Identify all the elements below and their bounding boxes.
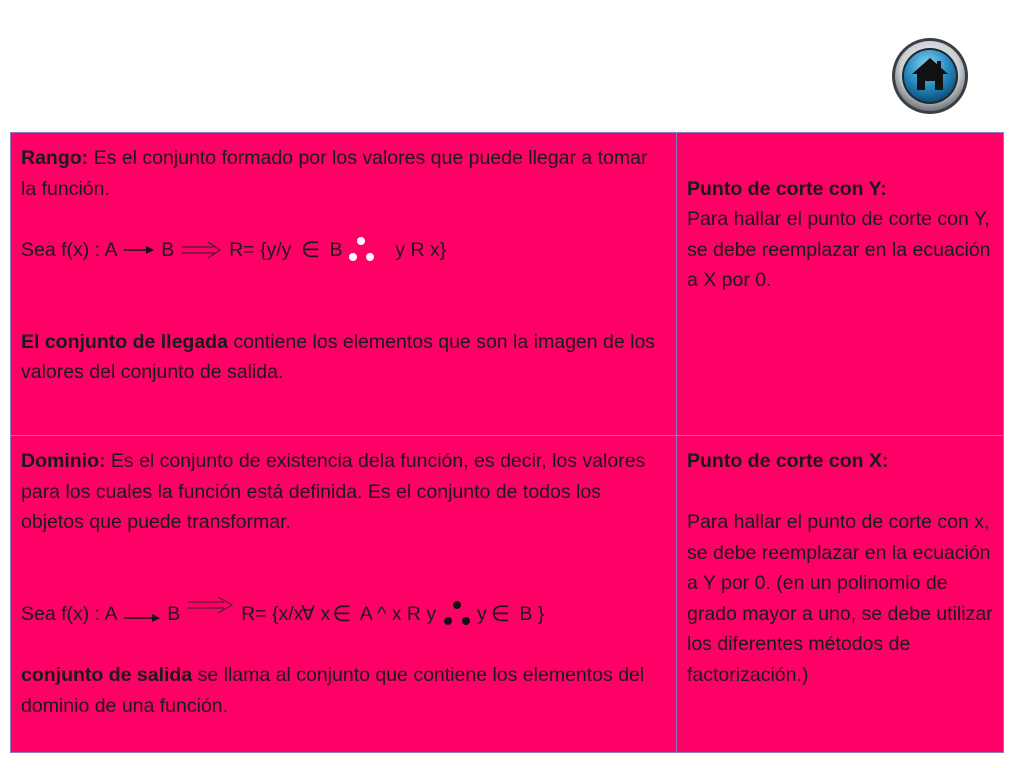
rango-cell (11, 133, 677, 436)
arrow-icon (122, 244, 156, 256)
home-button[interactable] (890, 36, 970, 116)
corte-x-title: Punto de corte con X: (687, 450, 889, 472)
element-of-icon: ∈ (300, 237, 321, 263)
table-row (11, 133, 1004, 436)
corte-y-text: Para hallar el punto de corte con Y, se debe reemplazar en la ecuación a X por 0. (687, 208, 991, 291)
corte-x-cell (677, 436, 1004, 753)
salida-term: conjunto de salida (21, 664, 193, 687)
rango-term: Rango: (21, 147, 89, 169)
rango-definition: Rango: Es el conjunto formado por los valores que puede llegar a tomar la función. (21, 147, 648, 200)
therefore-icon (348, 236, 378, 264)
llegada-term: El conjunto de llegada (21, 330, 228, 353)
corte-y-cell (677, 133, 1004, 436)
llegada-definition: El conjunto de llegada contiene los elementos que son la imagen de los valores del conjunto de salida. (21, 330, 656, 384)
content-table (10, 132, 1004, 753)
arrow-icon (122, 606, 162, 622)
rango-formula: Sea f(x) : A B R= {y/y ∈ B y R x} (21, 235, 666, 266)
therefore-icon (442, 600, 472, 628)
salida-definition: conjunto de salida se llama al conjunto que contiene los elementos del dominio de una función. (21, 664, 645, 717)
dominio-definition: Dominio: Es el conjunto de existencia dela función, es decir, los valores para los cuales la función está definida. Es el conjunto de todos los objetos que puede transformar. (21, 450, 646, 533)
dominio-term: Dominio: (21, 450, 106, 472)
for-all-icon: ∀ (301, 603, 316, 626)
implies-arrow-icon (186, 596, 236, 618)
home-icon (890, 36, 970, 116)
implies-arrow-icon (180, 241, 224, 259)
corte-x-text: Para hallar el punto de corte con x, se debe reemplazar en la ecuación a Y por 0. (en un polinomio de grado mayor a uno, se debe utilizar los diferentes métodos de factorización.) (687, 511, 993, 686)
dominio-formula: Sea f(x) : A B R= {x/x∀ x∈ A ^ x R y y ∈ B } (21, 599, 666, 630)
dominio-cell (11, 436, 677, 753)
corte-y-title: Punto de corte con Y: (687, 177, 887, 200)
element-of-icon: ∈ (332, 601, 352, 627)
element-of-icon: ∈ (490, 601, 510, 627)
table-row (11, 436, 1004, 753)
